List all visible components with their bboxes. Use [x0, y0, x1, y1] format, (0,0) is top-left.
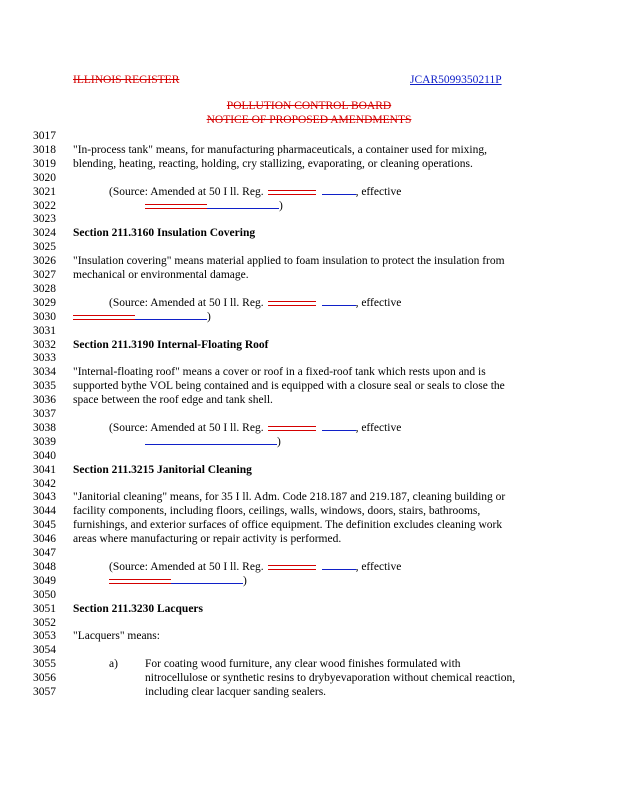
line-number: 3029	[33, 296, 56, 309]
effective-label: , effective	[355, 185, 402, 198]
inserted-blank	[145, 435, 277, 445]
close-paren: )	[207, 310, 211, 323]
line-number: 3017	[33, 130, 56, 142]
item-label: a)	[109, 658, 118, 671]
line-number: 3055	[33, 658, 56, 671]
effective-label: , effective	[355, 296, 402, 309]
line-number: 3035	[33, 380, 56, 393]
line-number: 3045	[33, 519, 56, 532]
source-note	[109, 185, 401, 199]
inserted-blank	[322, 296, 356, 306]
line-number: 3050	[33, 588, 56, 601]
line-number: 3022	[33, 199, 56, 212]
body-text: "Janitorial cleaning" means, for 35 I ll. Adm. Code 218.187 and 219.187, cleaning building or	[73, 491, 506, 504]
close-paren: )	[243, 574, 247, 587]
source-close	[73, 310, 211, 324]
line-number: 3044	[33, 505, 56, 518]
jcar-code: JCAR5099350211P	[410, 74, 502, 86]
inserted-blank	[207, 199, 279, 209]
line-number: 3053	[33, 630, 56, 643]
source-prefix: (Source: Amended at 50 I ll. Reg.	[109, 421, 264, 434]
source-prefix: (Source: Amended at 50 I ll. Reg.	[109, 296, 264, 309]
section-heading: Section 211.3230 Lacquers	[73, 602, 204, 615]
line-number: 3018	[33, 143, 56, 156]
deleted-blank	[268, 296, 316, 306]
section-heading: Section 211.3190 Internal-Floating Roof	[73, 338, 269, 351]
source-note	[109, 296, 401, 310]
line-number: 3024	[33, 227, 56, 240]
line-number: 3036	[33, 394, 56, 407]
close-paren: )	[277, 435, 281, 448]
line-number: 3021	[33, 185, 56, 198]
source-prefix: (Source: Amended at 50 I ll. Reg.	[109, 560, 264, 573]
body-text: mechanical or environmental damage.	[73, 269, 249, 281]
line-number: 3020	[33, 171, 56, 184]
line-number: 3043	[33, 491, 56, 504]
line-number: 3031	[33, 324, 56, 337]
deleted-blank	[268, 421, 316, 431]
body-text: "In-process tank" means, for manufacturing pharmaceuticals, a container used for mixing,	[73, 143, 487, 156]
line-number: 3019	[33, 157, 56, 170]
line-number: 3057	[33, 686, 56, 698]
line-number: 3051	[33, 602, 56, 615]
source-close	[109, 574, 247, 588]
close-paren: )	[279, 199, 283, 212]
inserted-blank	[322, 560, 356, 570]
source-close	[145, 435, 281, 449]
deleted-blank	[73, 310, 135, 320]
source-prefix: (Source: Amended at 50 I ll. Reg.	[109, 185, 264, 198]
body-text: areas where manufacturing or repair activity is performed.	[73, 533, 342, 546]
line-number: 3025	[33, 241, 56, 254]
line-number: 3041	[33, 463, 56, 476]
board-title: POLLUTION CONTROL BOARD	[226, 100, 392, 112]
line-number: 3027	[33, 269, 56, 281]
body-text: For coating wood furniture, any clear wood finishes formulated with	[145, 658, 461, 671]
inserted-blank	[135, 310, 207, 320]
body-text: "Internal-floating roof" means a cover or roof in a fixed-roof tank which rests upon and is	[73, 366, 486, 379]
deleted-blank	[268, 560, 316, 570]
notice-title: NOTICE OF PROPOSED AMENDMENTS	[206, 114, 412, 126]
line-number: 3034	[33, 366, 56, 379]
body-text: "Insulation covering" means material applied to foam insulation to protect the insulation from	[73, 255, 505, 268]
body-text: blending, heating, reacting, holding, cry stallizing, evaporating, or cleaning operations.	[73, 157, 473, 170]
line-number: 3039	[33, 435, 56, 448]
source-note	[109, 560, 401, 574]
body-text: furnishings, and exterior surfaces of office equipment. The definition excludes cleaning work	[73, 519, 503, 532]
line-number: 3037	[33, 408, 56, 420]
inserted-blank	[322, 185, 356, 195]
body-text: supported bythe VOL being contained and is equipped with a closure seal or seals to close the	[73, 380, 505, 393]
body-text: nitrocellulose or synthetic resins to drybyevaporation without chemical reaction,	[145, 672, 516, 685]
line-number: 3040	[33, 449, 56, 462]
line-number: 3054	[33, 644, 56, 657]
source-close	[145, 199, 283, 213]
line-number: 3046	[33, 533, 56, 546]
section-heading: Section 211.3160 Insulation Covering	[73, 227, 256, 240]
section-heading: Section 211.3215 Janitorial Cleaning	[73, 463, 252, 476]
inserted-blank	[171, 574, 243, 584]
deleted-blank	[109, 574, 171, 584]
line-number: 3056	[33, 672, 56, 685]
line-number: 3028	[33, 282, 56, 295]
line-number: 3048	[33, 560, 56, 573]
deleted-blank	[268, 185, 316, 195]
effective-label: , effective	[355, 560, 402, 573]
line-number: 3023	[33, 213, 56, 226]
line-number: 3042	[33, 477, 56, 490]
register-title: ILLINOIS REGISTER	[73, 74, 180, 86]
line-number: 3047	[33, 547, 56, 559]
line-number: 3033	[33, 352, 56, 365]
line-number: 3052	[33, 616, 56, 629]
body-text: including clear lacquer sanding sealers.	[145, 686, 327, 698]
line-number: 3026	[33, 255, 56, 268]
deleted-blank	[145, 199, 207, 209]
effective-label: , effective	[355, 421, 402, 434]
line-number: 3038	[33, 421, 56, 434]
body-text: "Lacquers" means:	[73, 630, 160, 643]
line-number: 3049	[33, 574, 56, 587]
source-note	[109, 421, 401, 435]
body-text: facility components, including floors, ceilings, walls, windows, doors, stairs, bathrooms,	[73, 505, 481, 518]
inserted-blank	[322, 421, 356, 431]
body-text: space between the roof edge and tank shell.	[73, 394, 273, 407]
line-number: 3032	[33, 338, 56, 351]
line-number: 3030	[33, 310, 56, 323]
